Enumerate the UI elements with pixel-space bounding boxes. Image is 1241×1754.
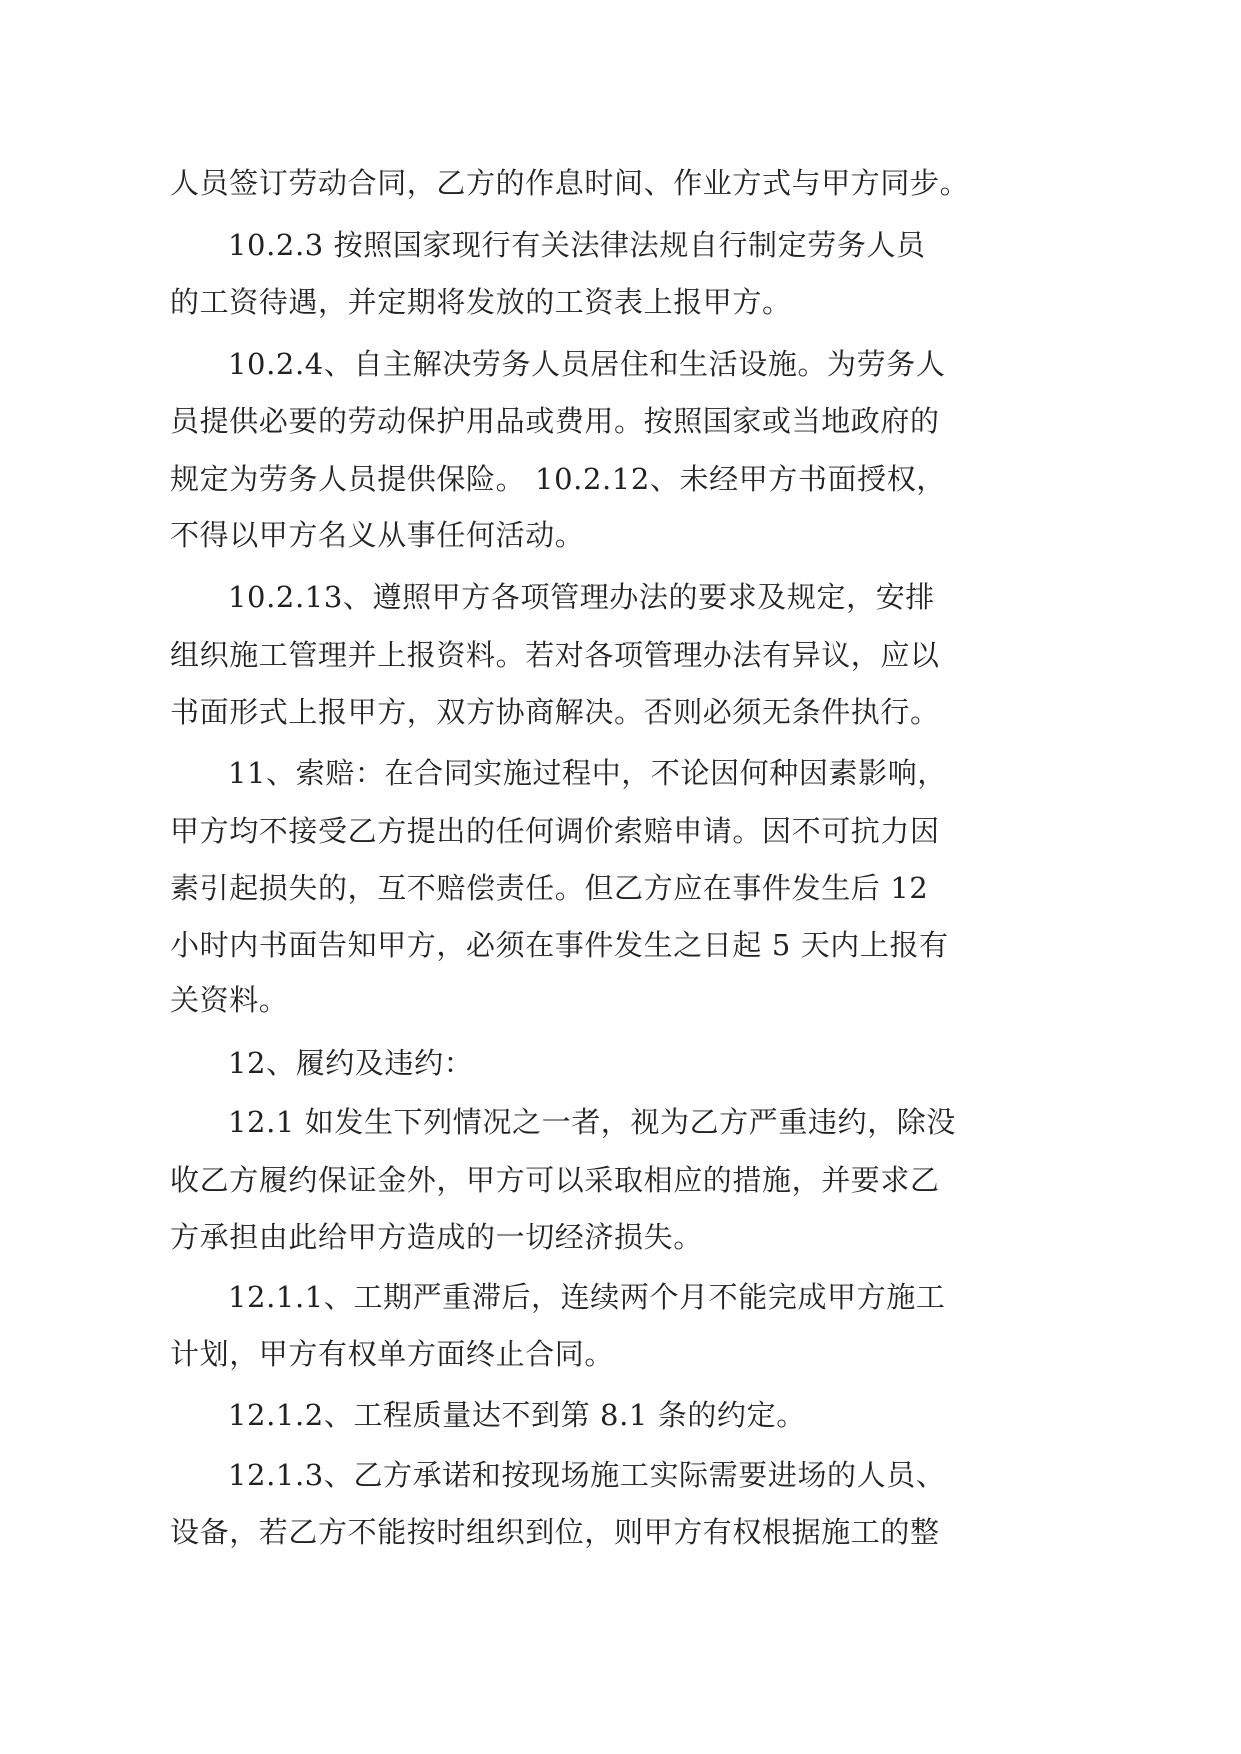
text-line: 书面形式上报甲方，双方协商解决。否则必须无条件执行。 [170,695,940,729]
text-line: 不得以甲方名义从事任何活动。 [170,518,585,552]
text-line: 素引起损失的，互不赔偿责任。但乙方应在事件发生后 12 [170,871,929,905]
text-line: 计划，甲方有权单方面终止合同。 [170,1337,615,1371]
text-line: 规定为劳务人员提供保险。 10.2.12、未经甲方书面授权， [170,462,946,496]
text-line: 员提供必要的劳动保护用品或费用。按照国家或当地政府的 [170,404,940,438]
text-line: 收乙方履约保证金外，甲方可以采取相应的措施，并要求乙 [170,1163,940,1197]
text-line: 12.1.2、工程质量达不到第 8.1 条的约定。 [228,1398,806,1432]
text-line: 小时内书面告知甲方，必须在事件发生之日起 5 天内上报有 [170,928,949,962]
text-line: 11、索赔：在合同实施过程中，不论因何种因素影响， [228,756,947,790]
text-line: 10.2.4、自主解决劳务人员居住和生活设施。为劳务人 [228,347,946,381]
text-line: 设备，若乙方不能按时组织到位，则甲方有权根据施工的整 [170,1515,940,1549]
text-line: 10.2.13、遵照甲方各项管理办法的要求及规定，安排 [228,580,935,614]
text-line: 人员签订劳动合同，乙方的作息时间、作业方式与甲方同步。 [170,166,970,200]
text-line: 10.2.3 按照国家现行有关法律法规自行制定劳务人员 [228,228,926,262]
section-heading: 12、履约及违约： [228,1046,474,1080]
text-line: 方承担由此给甲方造成的一切经济损失。 [170,1220,703,1254]
text-line: 关资料。 [170,983,289,1017]
text-line: 12.1.3、乙方承诺和按现场施工实际需要进场的人员、 [228,1458,946,1492]
text-line: 的工资待遇，并定期将发放的工资表上报甲方。 [170,285,792,319]
text-line: 12.1 如发生下列情况之一者，视为乙方严重违约，除没 [228,1105,956,1139]
text-line: 组织施工管理并上报资料。若对各项管理办法有异议，应以 [170,638,940,672]
text-line: 12.1.1、工期严重滞后，连续两个月不能完成甲方施工 [228,1280,946,1314]
text-line: 甲方均不接受乙方提出的任何调价索赔申请。因不可抗力因 [170,814,940,848]
